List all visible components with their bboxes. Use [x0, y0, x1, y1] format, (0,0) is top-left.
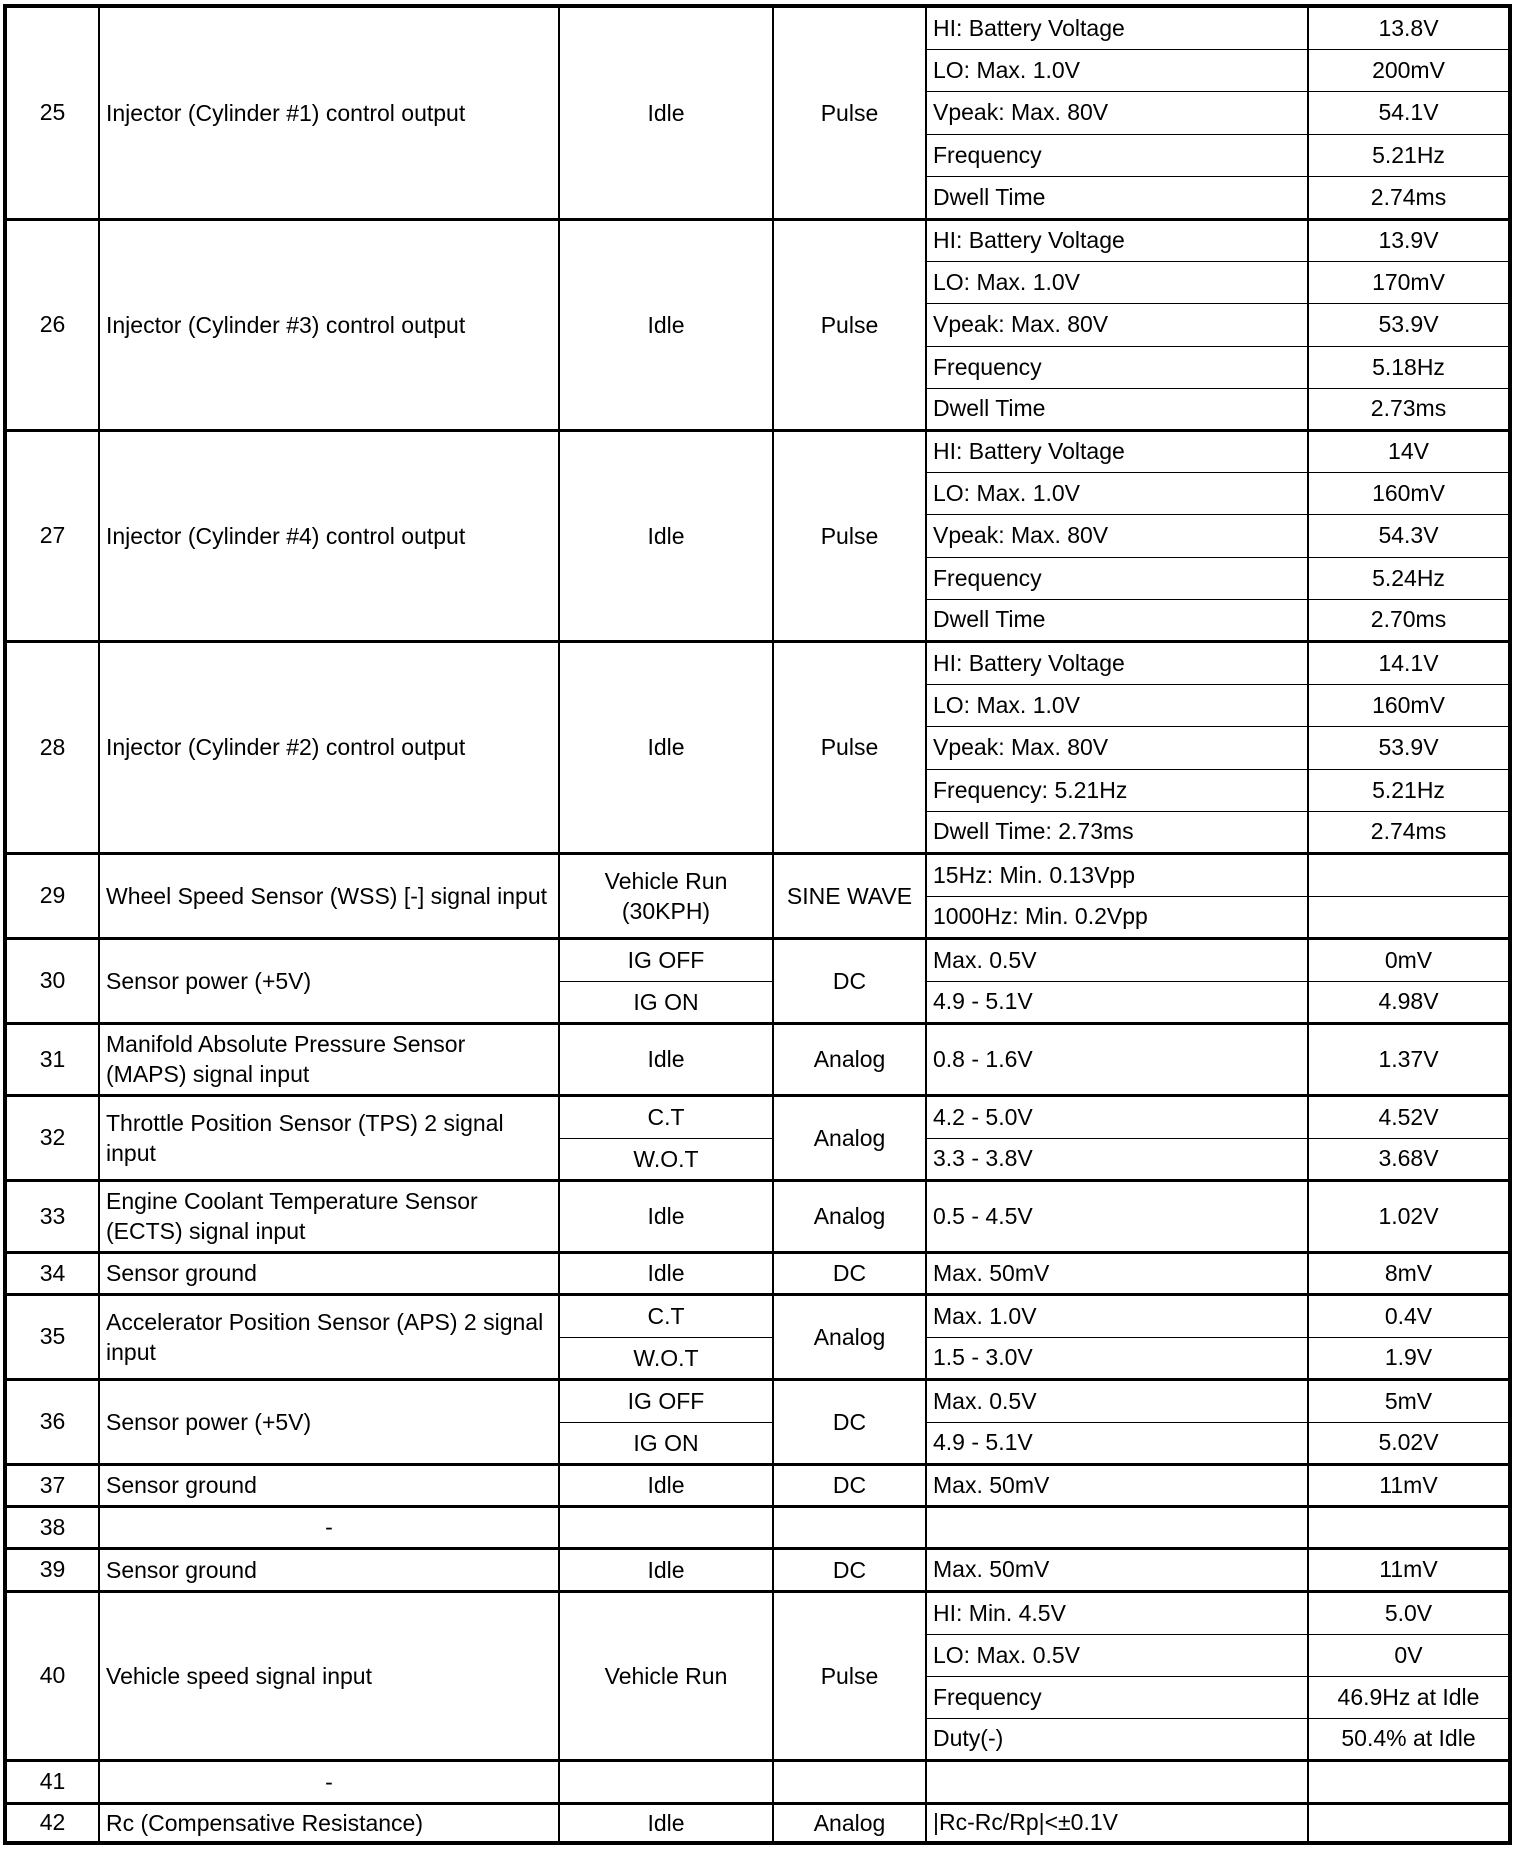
- pin-description: Sensor ground: [99, 1464, 559, 1506]
- spec-value: 4.2 - 5.0V: [926, 1095, 1308, 1138]
- measured-value: [1308, 1760, 1510, 1803]
- table-row: [5, 853, 1510, 896]
- test-condition: Vehicle Run (30KPH): [559, 853, 773, 938]
- spec-value: 3.3 - 3.8V: [926, 1138, 1308, 1180]
- pin-description: Vehicle speed signal input: [99, 1591, 559, 1760]
- pin-description: Sensor ground: [99, 1548, 559, 1591]
- test-condition: Idle: [559, 1180, 773, 1252]
- signal-type: DC: [773, 1252, 926, 1294]
- signal-type: Analog: [773, 1023, 926, 1095]
- pin-number: 41: [5, 1760, 99, 1803]
- measured-value: 54.1V: [1308, 91, 1510, 134]
- pin-number: 27: [5, 430, 99, 641]
- table-row: [5, 1464, 1510, 1506]
- table-row: [5, 219, 1510, 261]
- pin-description: Rc (Compensative Resistance): [99, 1803, 559, 1843]
- measured-value: 170mV: [1308, 261, 1510, 303]
- pin-number: 42: [5, 1803, 99, 1843]
- pin-spec-sheet: [3, 4, 1508, 1845]
- table-row: [5, 1506, 1510, 1548]
- measured-value: 11mV: [1308, 1464, 1510, 1506]
- measured-value: 0V: [1308, 1634, 1510, 1676]
- measured-value: 5.21Hz: [1308, 769, 1510, 811]
- test-condition: C.T: [559, 1294, 773, 1337]
- measured-value: 4.52V: [1308, 1095, 1510, 1138]
- spec-value: Frequency: [926, 557, 1308, 599]
- spec-value: Duty(-): [926, 1718, 1308, 1760]
- test-condition: [559, 1760, 773, 1803]
- test-condition: IG ON: [559, 1422, 773, 1464]
- pin-description: Sensor power (+5V): [99, 1379, 559, 1464]
- spec-value: HI: Min. 4.5V: [926, 1591, 1308, 1634]
- test-condition: C.T: [559, 1095, 773, 1138]
- test-condition: Idle: [559, 1803, 773, 1843]
- signal-type: Pulse: [773, 430, 926, 641]
- spec-value: HI: Battery Voltage: [926, 6, 1308, 49]
- measured-value: 1.9V: [1308, 1337, 1510, 1379]
- measured-value: 5.21Hz: [1308, 134, 1510, 176]
- measured-value: 200mV: [1308, 49, 1510, 91]
- measured-value: [1308, 1803, 1510, 1843]
- test-condition: Idle: [559, 1023, 773, 1095]
- test-condition: Idle: [559, 6, 773, 219]
- pin-number: 32: [5, 1095, 99, 1180]
- spec-value: Max. 50mV: [926, 1548, 1308, 1591]
- measured-value: 5.24Hz: [1308, 557, 1510, 599]
- spec-value: Vpeak: Max. 80V: [926, 91, 1308, 134]
- pin-description: -: [99, 1506, 559, 1548]
- signal-type: Pulse: [773, 641, 926, 853]
- table-row: [5, 1379, 1510, 1422]
- test-condition: Vehicle Run: [559, 1591, 773, 1760]
- spec-value: HI: Battery Voltage: [926, 219, 1308, 261]
- pin-spec-table: [3, 4, 1512, 1845]
- pin-number: 33: [5, 1180, 99, 1252]
- pin-description: Accelerator Position Sensor (APS) 2 signal input: [99, 1294, 559, 1379]
- table-row: [5, 6, 1510, 49]
- pin-number: 28: [5, 641, 99, 853]
- pin-description: Manifold Absolute Pressure Sensor (MAPS) signal input: [99, 1023, 559, 1095]
- measured-value: 14V: [1308, 430, 1510, 472]
- signal-type: Pulse: [773, 6, 926, 219]
- spec-value: Dwell Time: [926, 388, 1308, 430]
- measured-value: 13.9V: [1308, 219, 1510, 261]
- table-row: [5, 1180, 1510, 1252]
- measured-value: 4.98V: [1308, 981, 1510, 1023]
- spec-value: 15Hz: Min. 0.13Vpp: [926, 853, 1308, 896]
- spec-value: Dwell Time: [926, 599, 1308, 641]
- measured-value: 54.3V: [1308, 514, 1510, 557]
- spec-value: Max. 50mV: [926, 1252, 1308, 1294]
- measured-value: 1.37V: [1308, 1023, 1510, 1095]
- spec-value: 0.5 - 4.5V: [926, 1180, 1308, 1252]
- measured-value: 11mV: [1308, 1548, 1510, 1591]
- pin-number: 35: [5, 1294, 99, 1379]
- signal-type: DC: [773, 1548, 926, 1591]
- measured-value: 13.8V: [1308, 6, 1510, 49]
- spec-value: 0.8 - 1.6V: [926, 1023, 1308, 1095]
- pin-description: Injector (Cylinder #4) control output: [99, 430, 559, 641]
- spec-value: 4.9 - 5.1V: [926, 1422, 1308, 1464]
- spec-value: 4.9 - 5.1V: [926, 981, 1308, 1023]
- signal-type: Analog: [773, 1180, 926, 1252]
- pin-number: 38: [5, 1506, 99, 1548]
- test-condition: Idle: [559, 1548, 773, 1591]
- measured-value: 14.1V: [1308, 641, 1510, 684]
- signal-type: [773, 1760, 926, 1803]
- pin-description: Engine Coolant Temperature Sensor (ECTS) signal input: [99, 1180, 559, 1252]
- spec-value: Frequency: 5.21Hz: [926, 769, 1308, 811]
- table-row: [5, 1095, 1510, 1138]
- spec-value: Max. 50mV: [926, 1464, 1308, 1506]
- measured-value: 160mV: [1308, 472, 1510, 514]
- test-condition: W.O.T: [559, 1138, 773, 1180]
- signal-type: DC: [773, 1379, 926, 1464]
- signal-type: Pulse: [773, 219, 926, 430]
- pin-number: 31: [5, 1023, 99, 1095]
- table-row: [5, 1760, 1510, 1803]
- table-row: [5, 430, 1510, 472]
- spec-value: Frequency: [926, 134, 1308, 176]
- spec-value: Vpeak: Max. 80V: [926, 303, 1308, 346]
- measured-value: 0.4V: [1308, 1294, 1510, 1337]
- measured-value: [1308, 896, 1510, 938]
- spec-value: LO: Max. 1.0V: [926, 49, 1308, 91]
- signal-type: [773, 1506, 926, 1548]
- spec-value: LO: Max. 1.0V: [926, 261, 1308, 303]
- pin-number: 30: [5, 938, 99, 1023]
- signal-type: DC: [773, 1464, 926, 1506]
- test-condition: W.O.T: [559, 1337, 773, 1379]
- pin-number: 25: [5, 6, 99, 219]
- table-row: [5, 1023, 1510, 1095]
- spec-value: HI: Battery Voltage: [926, 641, 1308, 684]
- pin-description: Throttle Position Sensor (TPS) 2 signal input: [99, 1095, 559, 1180]
- spec-value: 1.5 - 3.0V: [926, 1337, 1308, 1379]
- table-row: [5, 1252, 1510, 1294]
- spec-value: Dwell Time: [926, 176, 1308, 219]
- test-condition: IG OFF: [559, 1379, 773, 1422]
- measured-value: 1.02V: [1308, 1180, 1510, 1252]
- spec-value: HI: Battery Voltage: [926, 430, 1308, 472]
- table-row: [5, 1803, 1510, 1843]
- test-condition: Idle: [559, 641, 773, 853]
- pin-number: 39: [5, 1548, 99, 1591]
- pin-number: 40: [5, 1591, 99, 1760]
- test-condition: Idle: [559, 1252, 773, 1294]
- measured-value: 3.68V: [1308, 1138, 1510, 1180]
- table-row: [5, 641, 1510, 684]
- measured-value: 8mV: [1308, 1252, 1510, 1294]
- measured-value: 46.9Hz at Idle: [1308, 1676, 1510, 1718]
- measured-value: 5mV: [1308, 1379, 1510, 1422]
- signal-type: Analog: [773, 1294, 926, 1379]
- table-row: [5, 1548, 1510, 1591]
- spec-value: [926, 1506, 1308, 1548]
- spec-value: Vpeak: Max. 80V: [926, 726, 1308, 769]
- signal-type: Pulse: [773, 1591, 926, 1760]
- signal-type: SINE WAVE: [773, 853, 926, 938]
- signal-type: DC: [773, 938, 926, 1023]
- measured-value: 2.74ms: [1308, 811, 1510, 853]
- measured-value: 53.9V: [1308, 726, 1510, 769]
- pin-number: 26: [5, 219, 99, 430]
- pin-number: 37: [5, 1464, 99, 1506]
- spec-value: [926, 1760, 1308, 1803]
- measured-value: 0mV: [1308, 938, 1510, 981]
- spec-value: Frequency: [926, 1676, 1308, 1718]
- pin-description: -: [99, 1760, 559, 1803]
- signal-type: Analog: [773, 1803, 926, 1843]
- measured-value: 2.74ms: [1308, 176, 1510, 219]
- spec-value: Max. 0.5V: [926, 1379, 1308, 1422]
- measured-value: 5.02V: [1308, 1422, 1510, 1464]
- measured-value: 160mV: [1308, 684, 1510, 726]
- test-condition: IG ON: [559, 981, 773, 1023]
- pin-description: Injector (Cylinder #1) control output: [99, 6, 559, 219]
- spec-value: LO: Max. 1.0V: [926, 472, 1308, 514]
- test-condition: Idle: [559, 1464, 773, 1506]
- measured-value: 53.9V: [1308, 303, 1510, 346]
- test-condition: Idle: [559, 430, 773, 641]
- test-condition: [559, 1506, 773, 1548]
- measured-value: 2.73ms: [1308, 388, 1510, 430]
- measured-value: 5.0V: [1308, 1591, 1510, 1634]
- spec-value: LO: Max. 1.0V: [926, 684, 1308, 726]
- spec-value: Vpeak: Max. 80V: [926, 514, 1308, 557]
- measured-value: [1308, 853, 1510, 896]
- test-condition: IG OFF: [559, 938, 773, 981]
- measured-value: 2.70ms: [1308, 599, 1510, 641]
- pin-number: 29: [5, 853, 99, 938]
- table-row: [5, 1591, 1510, 1634]
- pin-description: Injector (Cylinder #3) control output: [99, 219, 559, 430]
- pin-description: Wheel Speed Sensor (WSS) [-] signal input: [99, 853, 559, 938]
- spec-value: |Rc-Rc/Rp|<±0.1V: [926, 1803, 1308, 1843]
- measured-value: [1308, 1506, 1510, 1548]
- pin-spec-body: [5, 6, 1510, 1843]
- table-row: [5, 1294, 1510, 1337]
- spec-value: Max. 0.5V: [926, 938, 1308, 981]
- measured-value: 5.18Hz: [1308, 346, 1510, 388]
- spec-value: Max. 1.0V: [926, 1294, 1308, 1337]
- spec-value: LO: Max. 0.5V: [926, 1634, 1308, 1676]
- spec-value: 1000Hz: Min. 0.2Vpp: [926, 896, 1308, 938]
- spec-value: Frequency: [926, 346, 1308, 388]
- signal-type: Analog: [773, 1095, 926, 1180]
- pin-number: 36: [5, 1379, 99, 1464]
- pin-number: 34: [5, 1252, 99, 1294]
- test-condition: Idle: [559, 219, 773, 430]
- pin-description: Sensor ground: [99, 1252, 559, 1294]
- spec-value: Dwell Time: 2.73ms: [926, 811, 1308, 853]
- measured-value: 50.4% at Idle: [1308, 1718, 1510, 1760]
- table-row: [5, 938, 1510, 981]
- pin-description: Injector (Cylinder #2) control output: [99, 641, 559, 853]
- pin-description: Sensor power (+5V): [99, 938, 559, 1023]
